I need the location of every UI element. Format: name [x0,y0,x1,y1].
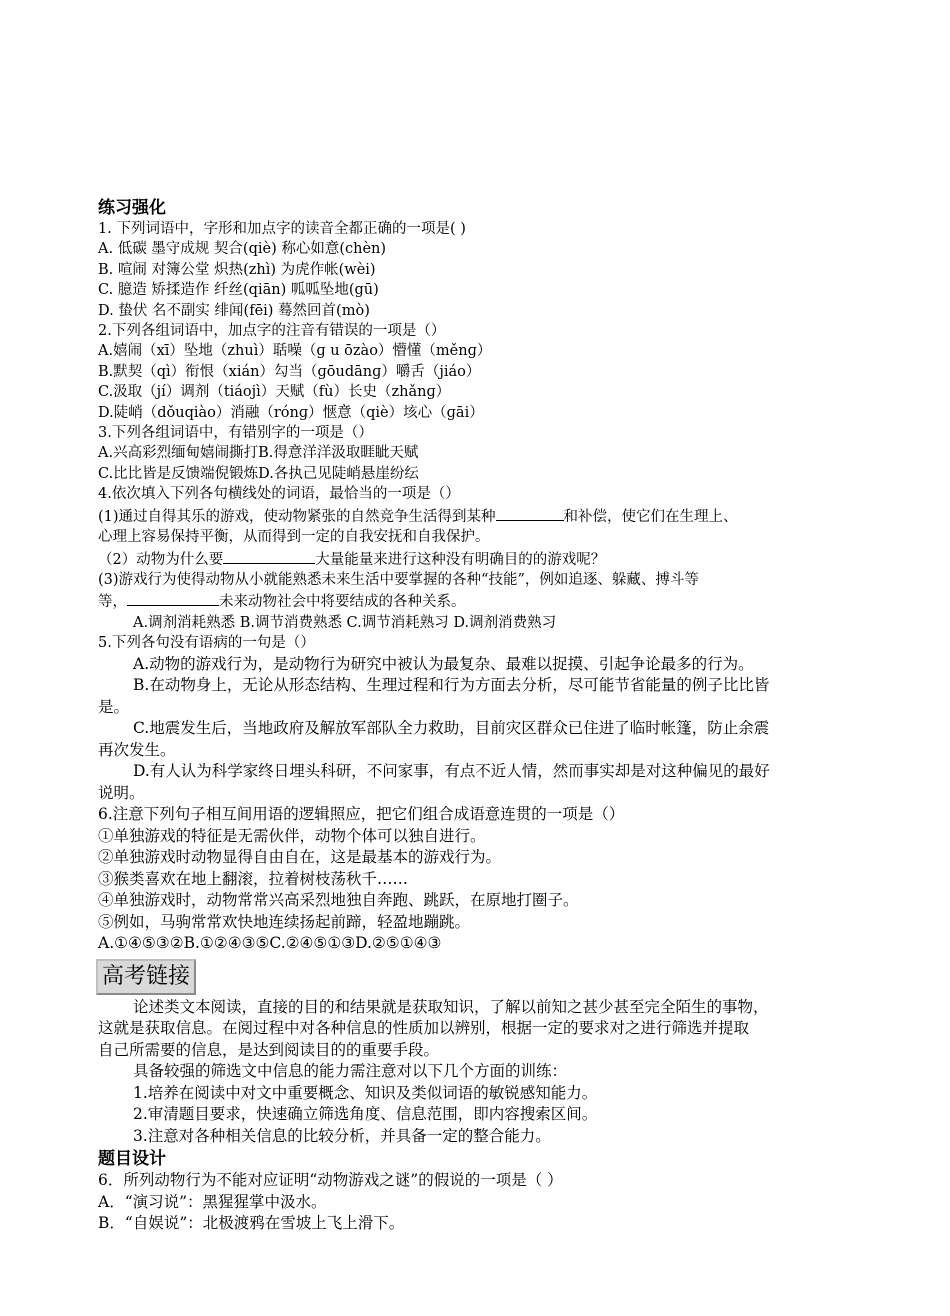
option-a: A. 低碳 墨守成规 契合(qiè) 称心如意(chèn) [98,241,387,258]
options: A.调剂消耗熟悉 B.调节消费熟悉 C.调节消耗熟习 D.调剂消费熟习 [133,614,557,631]
sentence-1-text: (1)通过自得其乐的游戏，使动物紧张的自然竞争生活得到某种 [98,508,496,525]
paragraph-1-line-2: 这就是获取信息。在阅过程中对各种信息的性质加以辨别，根据一定的要求对之进行筛选并提取 [98,1019,750,1038]
question-stem: 2.下列各组词语中，加点字的注音有错误的一项是（） [98,323,446,340]
sentence-1: ①单独游戏的特征是无需伙伴，动物个体可以独自进行。 [98,826,486,845]
question-4 [98,484,868,633]
paragraph-1: 论述类文本阅读，直接的目的和结果就是获取知识，了解以前知之甚少甚至完全陌生的事物， [133,997,769,1016]
sentence-3-continued [98,590,868,612]
question-5 [98,633,868,804]
fill-blank [496,505,564,521]
sentence-3-text-end: 未来动物社会中将要结成的各种关系。 [219,594,466,611]
section-badge-gaokao: 高考链接 [96,959,196,995]
question-stem: 6．所列动物行为不能对应证明“动物游戏之谜”的假说的一项是（ ） [98,1171,563,1190]
option-c: C.地震发生后，当地政府及解放军部队全力救助，目前灾区群众已住进了临时帐篷，防止余震 [133,719,770,738]
paragraph-2: 具备较强的筛选文中信息的能力需注意对以下几个方面的训练： [133,1062,568,1081]
question-stem: 1. 下列词语中，字形和加点字的读音全都正确的一项是( ) [98,221,466,237]
option-b: B．“自娱说”：北极渡鸦在雪坡上飞上滑下。 [98,1214,405,1233]
question-3 [98,423,868,484]
option-a: A.嬉闹（xī）坠地（zhuì）聒噪（ɡ u ōzào）懵懂（měnɡ） [98,343,492,360]
fill-blank [223,548,315,564]
section-title-design: 题目设计 [98,1149,166,1170]
option-c: C.汲取（jí）调剂（tiáojì）天赋（fù）长史（zhǎnɡ） [98,384,451,401]
design-question [98,1170,868,1235]
sentence-2-text: （2）动物为什么要 [98,551,224,568]
sentence-1-continued: 心理上容易保持平衡，从而得到一定的自我安抚和自我保护。 [98,529,490,546]
sentence-2 [98,548,868,570]
option-a: A.动物的游戏行为，是动物行为研究中被认为最复杂、最难以捉摸、引起争论最多的行为。 [133,654,754,673]
option-b-continued: 是。 [98,697,130,716]
option-c-continued: 再次发生。 [98,740,176,759]
question-stem: 5.下列各句没有语病的一句是（） [98,635,315,652]
sentence-1-text-end: 和补偿，使它们在生理上、 [563,508,738,525]
question-1 [98,219,868,321]
sentence-2: ②单独游戏时动物显得自由自在，这是最基本的游戏行为。 [98,848,502,867]
option-c: C. 臆造 矫揉造作 纤丝(qiān) 呱呱坠地(gū) [98,282,379,299]
option-a: A．“演习说”：黑猩猩掌中汲水。 [98,1192,327,1211]
option-b: B.在动物身上，无论从形态结构、生理过程和行为方面去分析，尽可能节省能量的例子比比皆 [133,676,770,695]
document-page [98,196,868,1235]
option-d: D.有人认为科学家终日埋头科研，不问家事，有点不近人情，然而事实却是对这种偏见的最好 [133,762,770,781]
list-item-1: 1.培养在阅读中对文中重要概念、知识及类似词语的敏锐感知能力。 [133,1083,598,1102]
list-item-3: 3.注意对各种相关信息的比较分析，并具备一定的整合能力。 [133,1126,551,1145]
sentence-5: ⑤例如，马驹常常欢快地连续扬起前蹄，轻盈地蹦跳。 [98,912,471,931]
sentence-1 [98,505,868,527]
option-d: D. 蛰伏 名不副实 绯闻(fēi) 蓦然回首(mò) [98,302,370,319]
question-6 [98,804,868,955]
fill-blank [127,590,219,606]
sentence-3: (3)游戏行为使得动物从小就能熟悉未来生活中要掌握的各种“技能”，例如追逐、躲藏、搏斗等 [98,571,699,588]
sentence-3: ③猴类喜欢在地上翻滚，拉着树枝荡秋千…… [98,869,409,888]
sentence-3-text: 等， [98,594,127,611]
options: A.①④⑤③②B.①②④③⑤C.②④⑤①③D.②⑤①④③ [98,934,442,953]
question-2 [98,321,868,423]
option-b: B.默契（qì）衔恨（xián）勾当（ɡōudānɡ）嚼舌（jiáo） [98,363,481,380]
question-stem: 4.依次填入下列各句横线处的词语，最恰当的一项是（） [98,486,460,503]
sentence-4: ④单独游戏时，动物常常兴高采烈地独自奔跑、跳跃，在原地打圈子。 [98,891,579,910]
option-b: B. 喧闹 对簿公堂 炽热(zhì) 为虎作帐(wèi) [98,261,376,278]
option-d-continued: 说明。 [98,783,145,802]
option-d: D.陡峭（dǒuqiào）消融（rónɡ）惬意（qiè）垓心（ɡāi） [98,404,484,421]
paragraph-1-line-3: 自己所需要的信息，是达到阅读目的的重要手段。 [98,1040,440,1059]
question-stem: 6.注意下列句子相互间用语的逻辑照应，把它们组合成语意连贯的一项是（） [98,805,625,824]
gaokao-text [98,997,868,1148]
section-title-practice: 练习强化 [98,198,166,218]
sentence-2-text-end: 大量能量来进行这种没有明确目的的游戏呢？ [315,551,606,568]
list-item-2: 2.审清题目要求，快速确立筛选角度、信息范围，即内容搜索区间。 [133,1105,598,1124]
options-cd: C.比比皆是反馈端倪锻炼D.各执己见陡峭悬崖纷纭 [98,465,419,482]
options-ab: A.兴高彩烈缅甸嬉闹撕打B.得意洋洋汲取睚眦天赋 [98,445,419,462]
question-stem: 3.下列各组词语中，有错别字的一项是（） [98,425,373,442]
